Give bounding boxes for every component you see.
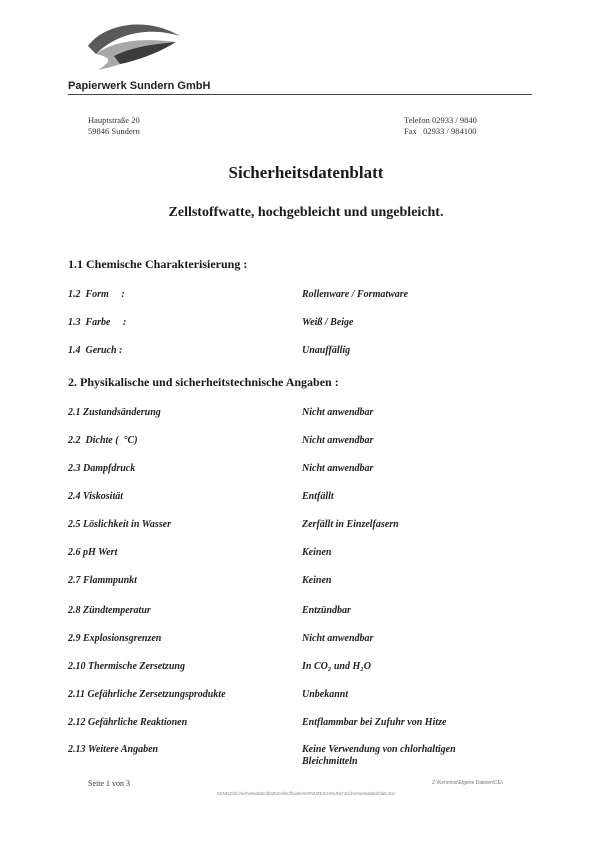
- row-label: 2.4 Viskosität: [68, 491, 124, 502]
- row-value: Entzündbar: [302, 605, 351, 616]
- row-value: Keinen: [302, 547, 332, 558]
- row-value: Entfällt: [302, 491, 334, 502]
- row-value: Nicht anwendbar: [302, 407, 374, 418]
- row-label: 2.6 pH Wert: [68, 547, 118, 558]
- footer-file-reference: Z:\Kenntnis\Eigene Dateien\CE\: [432, 780, 503, 786]
- footer-file-path: KENNZ\Sicherheitsdatenblatt\Zellstoffwatte\KENNZEICHNUNG\Sicherheitsdatenblatt.doc: [216, 791, 396, 796]
- row-label: 1.3 Farbe :: [68, 317, 127, 328]
- row-label: 2.1 Zustandsänderung: [68, 407, 161, 418]
- row-label: 1.4 Geruch :: [68, 345, 123, 356]
- company-address: [88, 115, 140, 137]
- row-value: Keinen: [302, 575, 332, 586]
- row-value: Unauffällig: [302, 345, 351, 356]
- section-2-heading: 2. Physikalische und sicherheitstechnische Angaben :: [68, 375, 339, 389]
- row-label: 2.11 Gefährliche Zersetzungsprodukte: [68, 689, 226, 700]
- row-label: 2.10 Thermische Zersetzung: [68, 661, 185, 672]
- row-value: Entflammbar bei Zufuhr von Hitze: [302, 717, 447, 728]
- address-city: 59846 Sundern: [88, 126, 140, 136]
- document-title: Sicherheitsdatenblatt: [228, 163, 384, 182]
- page-number: Seite 1 von 3: [88, 779, 130, 788]
- row-label: 2.3 Dampfdruck: [68, 463, 136, 474]
- row-label: 2.9 Explosionsgrenzen: [68, 633, 162, 644]
- row-label: 2.2 Dichte ( °C): [68, 435, 138, 446]
- contact-phone: Telefon 02933 / 9840: [404, 115, 477, 125]
- header-divider: [68, 94, 532, 95]
- row-value: Weiß / Beige: [302, 317, 354, 328]
- row-value: In CO₂ und H₂O: [302, 661, 371, 672]
- row-label: 2.13 Weitere Angaben: [68, 744, 159, 755]
- section-1-heading: 1.1 Chemische Charakterisierung :: [68, 257, 248, 271]
- company-contact: [404, 115, 477, 137]
- row-value: Nicht anwendbar: [302, 463, 374, 474]
- row-value: Zerfällt in Einzelfasern: [302, 519, 399, 530]
- row-value: Rollenware / Formatware: [302, 289, 409, 300]
- document-subtitle: Zellstoffwatte, hochgebleicht und ungebleicht.: [168, 205, 444, 220]
- row-label: 2.7 Flammpunkt: [68, 575, 137, 586]
- contact-fax: Fax 02933 / 984100: [404, 126, 477, 136]
- row-value: Nicht anwendbar: [302, 633, 374, 644]
- row-label: 1.2 Form :: [68, 289, 125, 300]
- row-label: 2.8 Zündtemperatur: [68, 605, 151, 616]
- company-logo: [84, 16, 184, 74]
- row-value: Keine Verwendung von chlorhaltigen Bleichmitteln: [302, 744, 456, 767]
- row-value: Unbekannt: [302, 689, 349, 700]
- row-label: 2.5 Löslichkeit in Wasser: [68, 519, 171, 530]
- address-street: Hauptstraße 20: [88, 115, 140, 125]
- row-value: Nicht anwendbar: [302, 435, 374, 446]
- company-name: Papierwerk Sundern GmbH: [68, 80, 211, 92]
- row-label: 2.12 Gefährliche Reaktionen: [68, 717, 188, 728]
